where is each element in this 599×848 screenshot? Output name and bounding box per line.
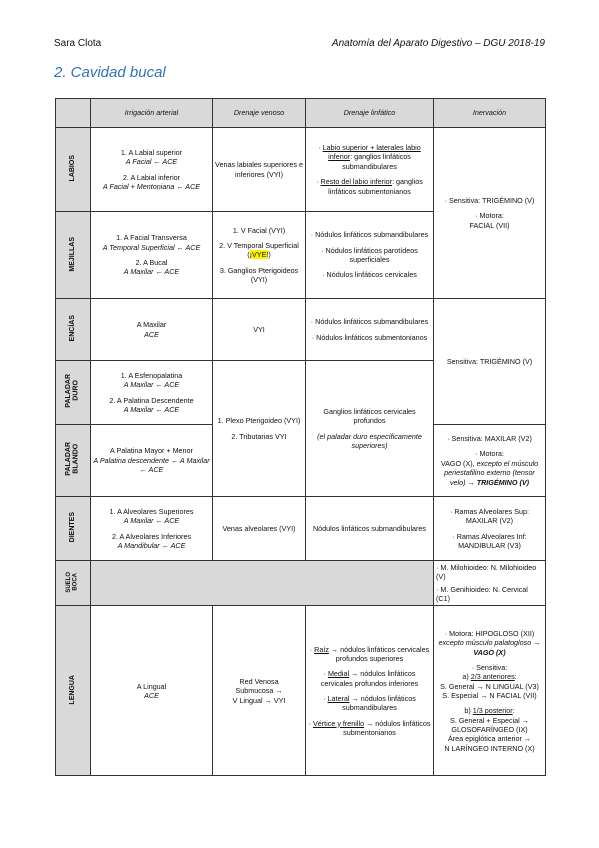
encias-venoso: VYI: [213, 299, 306, 361]
mejillas-linfatico: · Nódulos linfáticos submandibulares · Nódulos linfáticos parotídeos superficiales · Nódulos linfáticos cervicales: [306, 212, 434, 299]
paladar-linfatico: Ganglios linfáticos cervicales profundos (el paladar duro específicamente superiores): [306, 361, 434, 497]
row-header-lengua: LENGUA: [56, 606, 91, 776]
labios-venoso: Venas labiales superiores e inferiores (VYI): [213, 128, 306, 212]
suelo-boca-empty: [91, 561, 434, 606]
table-row: [56, 299, 546, 361]
header-course: Anatomía del Aparato Digestivo – DGU 2018-19: [331, 38, 545, 49]
section-title: 2. Cavidad bucal: [54, 64, 166, 81]
encias-linfatico: · Nódulos linfáticos submandibulares · Nódulos linfáticos submentonianos: [306, 299, 434, 361]
column-header-inervacion: Inervación: [434, 99, 546, 128]
suelo-boca-inervacion: · M. Milohioideo: N. Milohioideo (V) · M. Genihioideo: N. Cervical (C1): [434, 561, 546, 606]
labios-irrigacion: 1. A Labial superior A Facial ← ACE 2. A Labial inferior A Facial + Mentoniana ← ACE: [91, 128, 213, 212]
row-header-labios: LABIOS: [56, 128, 91, 212]
column-header-linfatico: Drenaje linfático: [306, 99, 434, 128]
row-header-paladar-duro: PALADAR DURO: [56, 361, 91, 425]
paladar-blando-inervacion: · Sensitiva: MAXILAR (V2) · Motora: VAGO (X), excepto el músculo periestafilino externo (tensor velo) → TRIGÉMINO (V): [434, 425, 546, 497]
lengua-venoso: Red Venosa Submucosa → V Lingual → VYI: [213, 606, 306, 776]
dientes-venoso: Venas alveolares (VYI): [213, 497, 306, 561]
labios-mejillas-inervacion: · Sensitiva: TRIGÉMINO (V) · Motora: FACIAL (VII): [434, 128, 546, 299]
dientes-inervacion: · Ramas Alveolares Sup: MAXILAR (V2) · Ramas Alveolares Inf: MANDIBULAR (V3): [434, 497, 546, 561]
row-header-encias: ENCÍAS: [56, 299, 91, 361]
dientes-irrigacion: 1. A Alveolares Superiores A Maxilar ← ACE 2. A Alveolares Inferiores A Mandibular ← ACE: [91, 497, 213, 561]
table-row: [56, 606, 546, 776]
row-header-dientes: DIENTES: [56, 497, 91, 561]
table-header-row: [56, 99, 546, 128]
paladar-blando-irrigacion: A Palatina Mayor + Menor A Palatina descendente ← A Maxilar ← ACE: [91, 425, 213, 497]
header-corner: [56, 99, 91, 128]
labios-linfatico: · Labio superior + laterales labio inferior: ganglios linfáticos submandibulares · Resto del labio inferior: ganglios linfáticos submentonianos: [306, 128, 434, 212]
table-row: [56, 561, 546, 606]
column-header-irrigacion: Irrigación arterial: [91, 99, 213, 128]
header-author: Sara Clota: [54, 38, 102, 49]
row-header-paladar-blando: PALADAR BLANDO: [56, 425, 91, 497]
vye-highlight: ¡VYE!: [249, 250, 269, 260]
encias-paladar-duro-inervacion: Sensitiva: TRIGÉMINO (V): [434, 299, 546, 425]
row-header-suelo-boca: SUELO BOCA: [56, 561, 91, 606]
lengua-inervacion: · Motora: HIPOGLOSO (XII) excepto músculo palatogloso → VAGO (X) · Sensitiva: a) 2/3 anteriores: S. General → N LINGUAL (V3) S. Especial → N FACIAL (VII) b) 1/3 posterior: S. General + Especial → GLOSOFARÍNGEO (IX) Área epiglótica anterior → N LARÍNGEO INTERNO (X): [434, 606, 546, 776]
encias-irrigacion: A Maxilar ACE: [91, 299, 213, 361]
table-row: [56, 128, 546, 212]
dientes-linfatico: Nódulos linfáticos submandibulares: [306, 497, 434, 561]
row-header-mejillas: MEJILLAS: [56, 212, 91, 299]
paladar-venoso: 1. Plexo Pterigoideo (VYI) 2. Tributarias VYI: [213, 361, 306, 497]
lengua-irrigacion: A Lingual ACE: [91, 606, 213, 776]
lengua-linfatico: · Raíz → nódulos linfáticos cervicales profundos superiores · Medial → nódulos linfáticos cervicales profundos inferiores · Lateral → nódulos linfáticos submandibulares · Vértice y frenillo → nódulos linfáticos submentonianos: [306, 606, 434, 776]
column-header-venoso: Drenaje venoso: [213, 99, 306, 128]
table-row: [56, 497, 546, 561]
anatomy-table: [55, 98, 546, 776]
paladar-duro-irrigacion: 1. A Esfenopalatina A Maxilar ← ACE 2. A Palatina Descendente A Maxilar ← ACE: [91, 361, 213, 425]
mejillas-irrigacion: 1. A Facial Transversa A Temporal Superficial ← ACE 2. A Bucal A Maxilar ← ACE: [91, 212, 213, 299]
mejillas-venoso: 1. V Facial (VYI) 2. V Temporal Superficial (¡VYE!) 3. Ganglios Pterigoideos (VYI): [213, 212, 306, 299]
